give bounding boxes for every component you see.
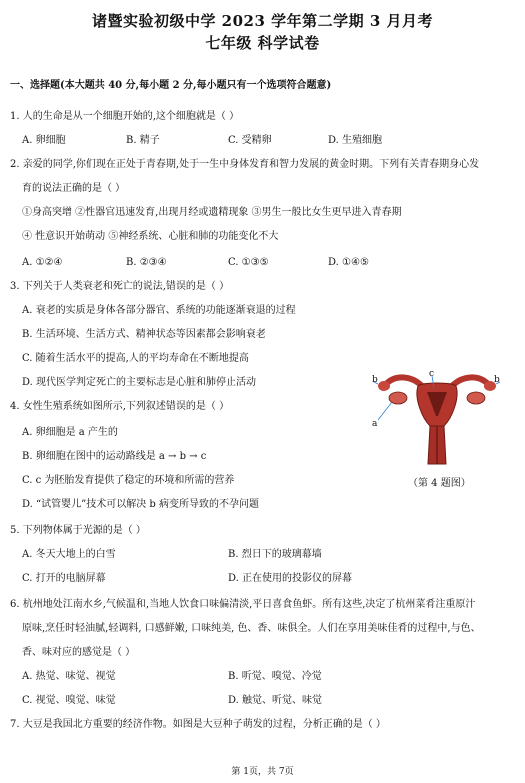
question-6-stem-cont: 原味,烹任时轻油腻,轻调料, 口感鲜嫩, 口味纯美, 色、香、味俱全。人们在享用美味佳肴的过程中,与色、 — [22, 623, 481, 634]
label-b: b — [372, 375, 378, 385]
question-4-stem: 4. 女性生殖系统如图所示,下列叙述错误的是（ ） — [10, 401, 230, 412]
exam-subtitle: 七年级 科学试卷 — [205, 34, 320, 52]
page-footer: 第 1页，共 7页 — [231, 767, 294, 777]
q2-option-d: D. ①④⑤ — [328, 257, 369, 268]
q2-option-c: C. ①③⑤ — [228, 257, 269, 268]
section-heading: 一、选择题(本大题共 40 分,每小题 2 分,每小题只有一个选项符合题意) — [10, 80, 332, 91]
question-7-stem: 7. 大豆是我国北方重要的经济作物。如图是大豆种子萌发的过程，分析正确的是（ ） — [10, 719, 386, 730]
label-b-right: b — [494, 375, 500, 385]
q6-option-a: A. 热觉、味觉、视觉 — [22, 671, 116, 682]
q3-option-b: B. 生活环境、生活方式、精神状态等因素都会影响衰老 — [22, 329, 266, 340]
question-6-stem-end: 香、味对应的感觉是（ ） — [22, 647, 136, 658]
left-fimbriae — [378, 381, 390, 391]
label-c: c — [429, 369, 435, 379]
question-2-stem: 2. 亲爱的同学,你们现在正处于青春期,处于一生中身体发育和智力发展的黄金时期。下列有关青春期身心发 — [10, 159, 480, 170]
question-3-stem: 3. 下列关于人类衰老和死亡的说法,错误的是（ ） — [10, 281, 230, 292]
q6-option-d: D. 触觉、听觉、味觉 — [228, 695, 323, 706]
q5-option-b: B. 烈日下的玻璃幕墙 — [228, 549, 322, 560]
q2-option-a: A. ①②④ — [22, 257, 63, 268]
q4-option-d: D. “试管婴儿”技术可以解决 b 病变所导致的不孕问题 — [22, 499, 260, 510]
q1-option-d: D. 生殖细胞 — [328, 135, 383, 146]
q3-option-c: C. 随着生活水平的提高,人的平均寿命在不断地提高 — [22, 353, 249, 364]
q3-option-a: A. 衰老的实质是身体各部分器官、系统的功能逐渐衰退的过程 — [22, 305, 296, 316]
q5-option-c: C. 打开的电脑屏幕 — [22, 573, 106, 584]
q4-option-a: A. 卵细胞是 a 产生的 — [22, 427, 118, 438]
q5-option-d: D. 正在使用的投影仪的屏幕 — [228, 573, 353, 584]
q3-option-d: D. 现代医学判定死亡的主要标志是心脏和肺停止活动 — [22, 377, 257, 388]
q4-option-c: C. c 为胚胎发育提供了稳定的环境和所需的营养 — [22, 475, 235, 486]
uterus-diagram — [372, 368, 502, 468]
label-a: a — [372, 419, 378, 429]
exam-title: 诸暨实验初级中学 2023 学年第二学期 3 月月考 — [91, 12, 434, 30]
q5-option-a: A. 冬天大地上的白雪 — [22, 549, 116, 560]
q4-option-b: B. 卵细胞在图中的运动路线是 a → b → c — [22, 451, 207, 462]
q1-option-b: B. 精子 — [126, 135, 160, 146]
question-2-items-1: ①身高突增 ②性器官迅速发育,出现月经或遗精现象 ③男生一般比女生更早进入青春期 — [22, 207, 402, 218]
q1-option-a: A. 卵细胞 — [22, 135, 66, 146]
q6-option-b: B. 听觉、嗅觉、冷觉 — [228, 671, 322, 682]
question-2-items-2: ④ 性意识开始萌动 ⑤神经系统、心脏和肺的功能变化不大 — [22, 231, 279, 242]
reproductive-system-figure — [372, 368, 502, 468]
question-2-stem-cont: 育的说法正确的是（ ） — [22, 183, 126, 194]
question-5-stem: 5. 下列物体属于光源的是（ ） — [10, 525, 146, 536]
question-1-stem: 1. 人的生命是从一个细胞开始的,这个细胞就是（ ） — [10, 111, 240, 122]
q6-option-c: C. 视觉、嗅觉、味觉 — [22, 695, 116, 706]
question-6-stem: 6. 杭州地处江南水乡,气候温和,当地人饮食口味偏清淡,平日喜食鱼虾。所有这些,决定了杭州菜肴注重原汁 — [10, 599, 476, 610]
right-ovary — [467, 392, 485, 404]
q2-option-b: B. ②③④ — [126, 257, 167, 268]
q1-option-c: C. 受精卵 — [228, 135, 272, 146]
label-a-pointer — [378, 402, 392, 420]
figure-caption: （第 4 题图） — [408, 478, 471, 489]
